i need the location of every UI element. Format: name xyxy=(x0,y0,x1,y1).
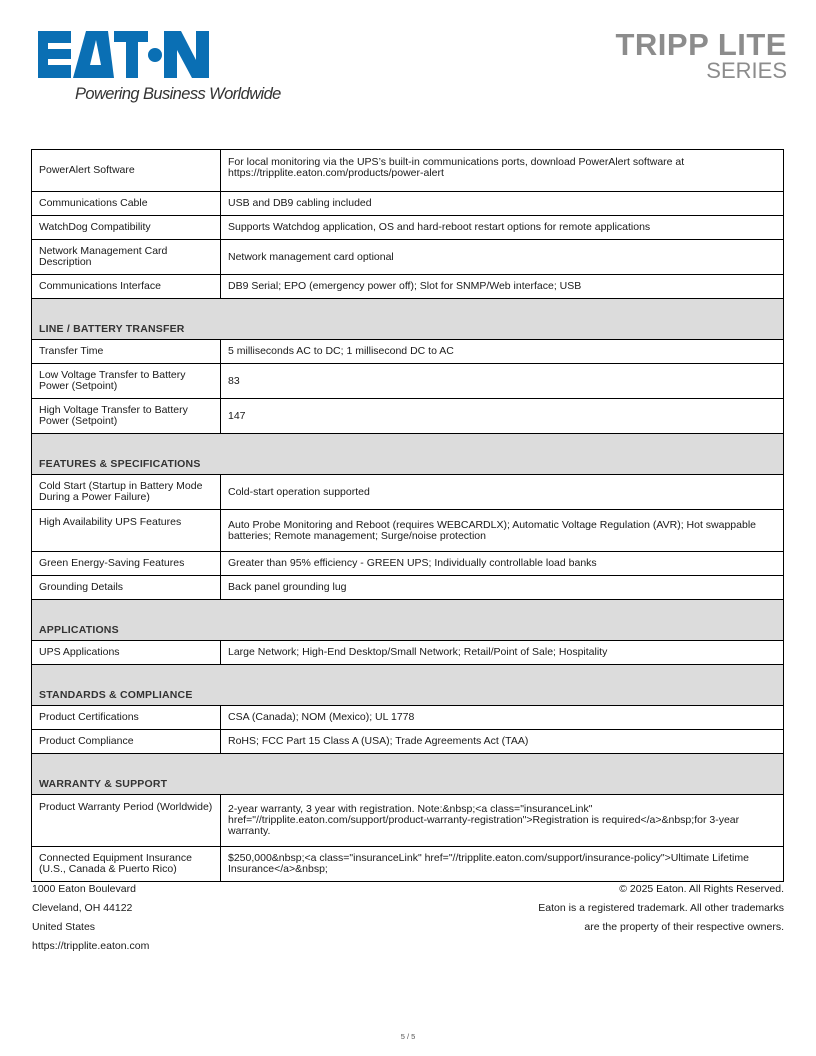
row-label: UPS Applications xyxy=(32,641,221,665)
website-link[interactable]: https://tripplite.eaton.com xyxy=(32,940,150,952)
row-label: Transfer Time xyxy=(32,340,221,364)
row-value: Back panel grounding lug xyxy=(221,576,784,600)
row-label: Connected Equipment Insurance (U.S., Canada & Puerto Rico) xyxy=(32,847,221,882)
row-label: Cold Start (Startup in Battery Mode During a Power Failure) xyxy=(32,475,221,510)
address-city: Cleveland, OH 44122 xyxy=(32,902,133,914)
row-label: Network Management Card Description xyxy=(32,240,221,275)
table-row xyxy=(32,150,784,192)
row-value: Supports Watchdog application, OS and hard-reboot restart options for remote applications xyxy=(221,216,784,240)
row-value: DB9 Serial; EPO (emergency power off); Slot for SNMP/Web interface; USB xyxy=(221,275,784,299)
row-value: RoHS; FCC Part 15 Class A (USA); Trade Agreements Act (TAA) xyxy=(221,730,784,754)
section-header xyxy=(32,754,784,795)
eaton-wordmark xyxy=(38,30,210,80)
row-value: For local monitoring via the UPS’s built-in communications ports, download PowerAlert software at https://tripplite.eaton.com/products/power-alert xyxy=(221,150,784,192)
section-header xyxy=(32,665,784,706)
row-value: 83 xyxy=(221,364,784,399)
table-row xyxy=(32,706,784,730)
eaton-logo-icon xyxy=(38,30,210,80)
table-row xyxy=(32,216,784,240)
row-label: Communications Cable xyxy=(32,192,221,216)
address-country: United States xyxy=(32,921,96,933)
brand-tagline: Powering Business Worldwide xyxy=(75,85,281,103)
row-value: 2-year warranty, 3 year with registration. Note:&nbsp;<a class="insuranceLink" href="//tripplite.eaton.com/support/product-warranty-registration">Registration is required</a>&nbsp;for 3-year warranty. xyxy=(221,795,784,847)
table-row xyxy=(32,795,784,847)
row-label: Green Energy-Saving Features xyxy=(32,552,221,576)
trademark-text-1: Eaton is a registered trademark. All other trademarks xyxy=(538,902,784,914)
row-value: Greater than 95% efficiency - GREEN UPS; Individually controllable load banks xyxy=(221,552,784,576)
table-row xyxy=(32,475,784,510)
table-row xyxy=(32,641,784,665)
section-title: APPLICATIONS xyxy=(32,600,784,641)
section-header xyxy=(32,600,784,641)
section-title: STANDARDS & COMPLIANCE xyxy=(32,665,784,706)
page-number: 5 / 5 xyxy=(400,1032,416,1041)
row-value: Large Network; High-End Desktop/Small Network; Retail/Point of Sale; Hospitality xyxy=(221,641,784,665)
table-row xyxy=(32,847,784,882)
table-row xyxy=(32,240,784,275)
table-row xyxy=(32,192,784,216)
section-header xyxy=(32,434,784,475)
row-value: $250,000&nbsp;<a class="insuranceLink" href="//tripplite.eaton.com/support/insurance-policy">Ultimate Lifetime Insurance</a>&nbsp; xyxy=(221,847,784,882)
row-label: High Voltage Transfer to Battery Power (Setpoint) xyxy=(32,399,221,434)
table-row xyxy=(32,399,784,434)
section-header xyxy=(32,299,784,340)
copyright-text: © 2025 Eaton. All Rights Reserved. xyxy=(619,883,784,895)
row-label: High Availability UPS Features xyxy=(32,510,221,552)
row-label: Communications Interface xyxy=(32,275,221,299)
table-row xyxy=(32,364,784,399)
row-label: Grounding Details xyxy=(32,576,221,600)
row-label: Product Certifications xyxy=(32,706,221,730)
section-title: LINE / BATTERY TRANSFER xyxy=(32,299,784,340)
row-value: USB and DB9 cabling included xyxy=(221,192,784,216)
table-row xyxy=(32,552,784,576)
row-value: 5 milliseconds AC to DC; 1 millisecond DC to AC xyxy=(221,340,784,364)
row-label: Product Compliance xyxy=(32,730,221,754)
row-label: PowerAlert Software xyxy=(32,150,221,192)
row-label: WatchDog Compatibility xyxy=(32,216,221,240)
address-street: 1000 Eaton Boulevard xyxy=(32,883,136,895)
table-row xyxy=(32,510,784,552)
legal-notice xyxy=(538,882,784,939)
section-title: WARRANTY & SUPPORT xyxy=(32,754,784,795)
table-row xyxy=(32,576,784,600)
row-value: Auto Probe Monitoring and Reboot (requires WEBCARDLX); Automatic Voltage Regulation (AVR); Hot swappable batteries; Remote management; Surge/noise protection xyxy=(221,510,784,552)
row-value: 147 xyxy=(221,399,784,434)
table-row xyxy=(32,340,784,364)
section-title: FEATURES & SPECIFICATIONS xyxy=(32,434,784,475)
tripp-lite-series-logo xyxy=(615,27,787,83)
series-title: TRIPP LITE xyxy=(615,27,787,62)
row-label: Low Voltage Transfer to Battery Power (Setpoint) xyxy=(32,364,221,399)
table-row xyxy=(32,730,784,754)
series-subtitle: SERIES xyxy=(706,58,787,83)
row-value: CSA (Canada); NOM (Mexico); UL 1778 xyxy=(221,706,784,730)
table-row xyxy=(32,275,784,299)
row-label: Product Warranty Period (Worldwide) xyxy=(32,795,221,847)
specifications-table xyxy=(31,149,784,882)
row-value: Cold-start operation supported xyxy=(221,475,784,510)
trademark-text-2: are the property of their respective owners. xyxy=(584,921,784,933)
row-value: Network management card optional xyxy=(221,240,784,275)
eaton-logo xyxy=(38,30,281,108)
company-address xyxy=(32,882,149,958)
